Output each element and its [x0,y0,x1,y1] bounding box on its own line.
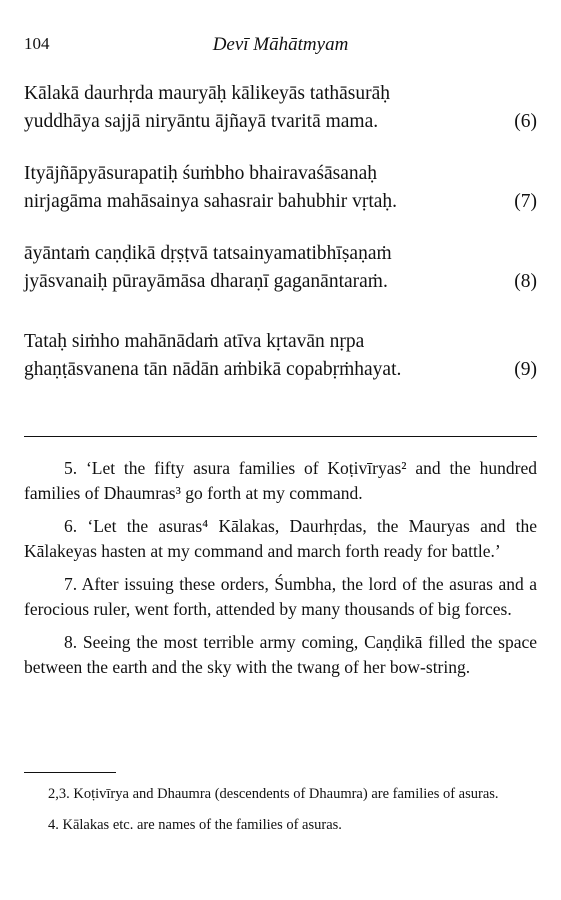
verse-line: yuddhāya sajjā niryāntu ājñayā tvaritā mama. [24,111,379,132]
page-number: 104 [24,34,50,53]
translation-paragraph: 7. After issuing these orders, Śumbha, the lord of the asuras and a ferocious ruler, went forth, attended by many thousands of big forces. [24,574,537,619]
verse-line: nirjagāma mahāsainya sahasrair bahubhir vṛtaḥ. [24,191,398,212]
verse-6 [24,80,537,136]
page-header [24,34,537,58]
verse-number: (8) [514,271,537,292]
footnote: 4. Kālakas etc. are names of the families of asuras. [48,817,342,833]
running-title: Devī Māhātmyam [212,34,349,55]
verse-line: jyāsvanaiḥ pūrayāmāsa dharaṇī gaganāntaraṁ. [24,271,388,292]
verse-7 [24,160,537,216]
translation-paragraph: 6. ‘Let the asuras⁴ Kālakas, Daurhṛdas, the Mauryas and the Kālakeyas hasten at my command and march forth ready for battle.’ [24,516,537,561]
verse-number: (6) [514,111,537,132]
translation-text [24,456,537,688]
verse-line: Kālakā daurhṛda mauryāḥ kālikeyās tathāsurāḥ [24,83,391,104]
section-divider [24,436,537,437]
verse-line: āyāntaṁ caṇḍikā dṛṣṭvā tatsainyamatibhīṣaṇaṁ [24,243,392,264]
verse-number: (9) [514,359,537,380]
verse-number: (7) [514,191,537,212]
verse-line: Tataḥ siṁho mahānādaṁ atīva kṛtavān nṛpa [24,331,365,352]
footnote: 2,3. Koṭivīrya and Dhaumra (descendents of Dhaumra) are families of asuras. [48,786,499,802]
verse-line: Ityājñāpyāsurapatiḥ śuṁbho bhairavaśāsanaḥ [24,163,378,184]
sanskrit-verses [24,80,537,384]
verse-8 [24,240,537,296]
footnotes [24,784,537,846]
verse-9 [24,328,537,384]
verse-line: ghaṇṭāsvanena tān nādān aṁbikā copabṛṁhayat. [24,359,402,380]
translation-paragraph: 8. Seeing the most terrible army coming, Caṇḍikā filled the space between the earth and the sky with the twang of her bow-string. [24,632,537,677]
translation-paragraph: 5. ‘Let the fifty asura families of Koṭivīryas² and the hundred families of Dhaumras³ go forth at my command. [24,458,537,503]
footnote-divider [24,772,116,773]
